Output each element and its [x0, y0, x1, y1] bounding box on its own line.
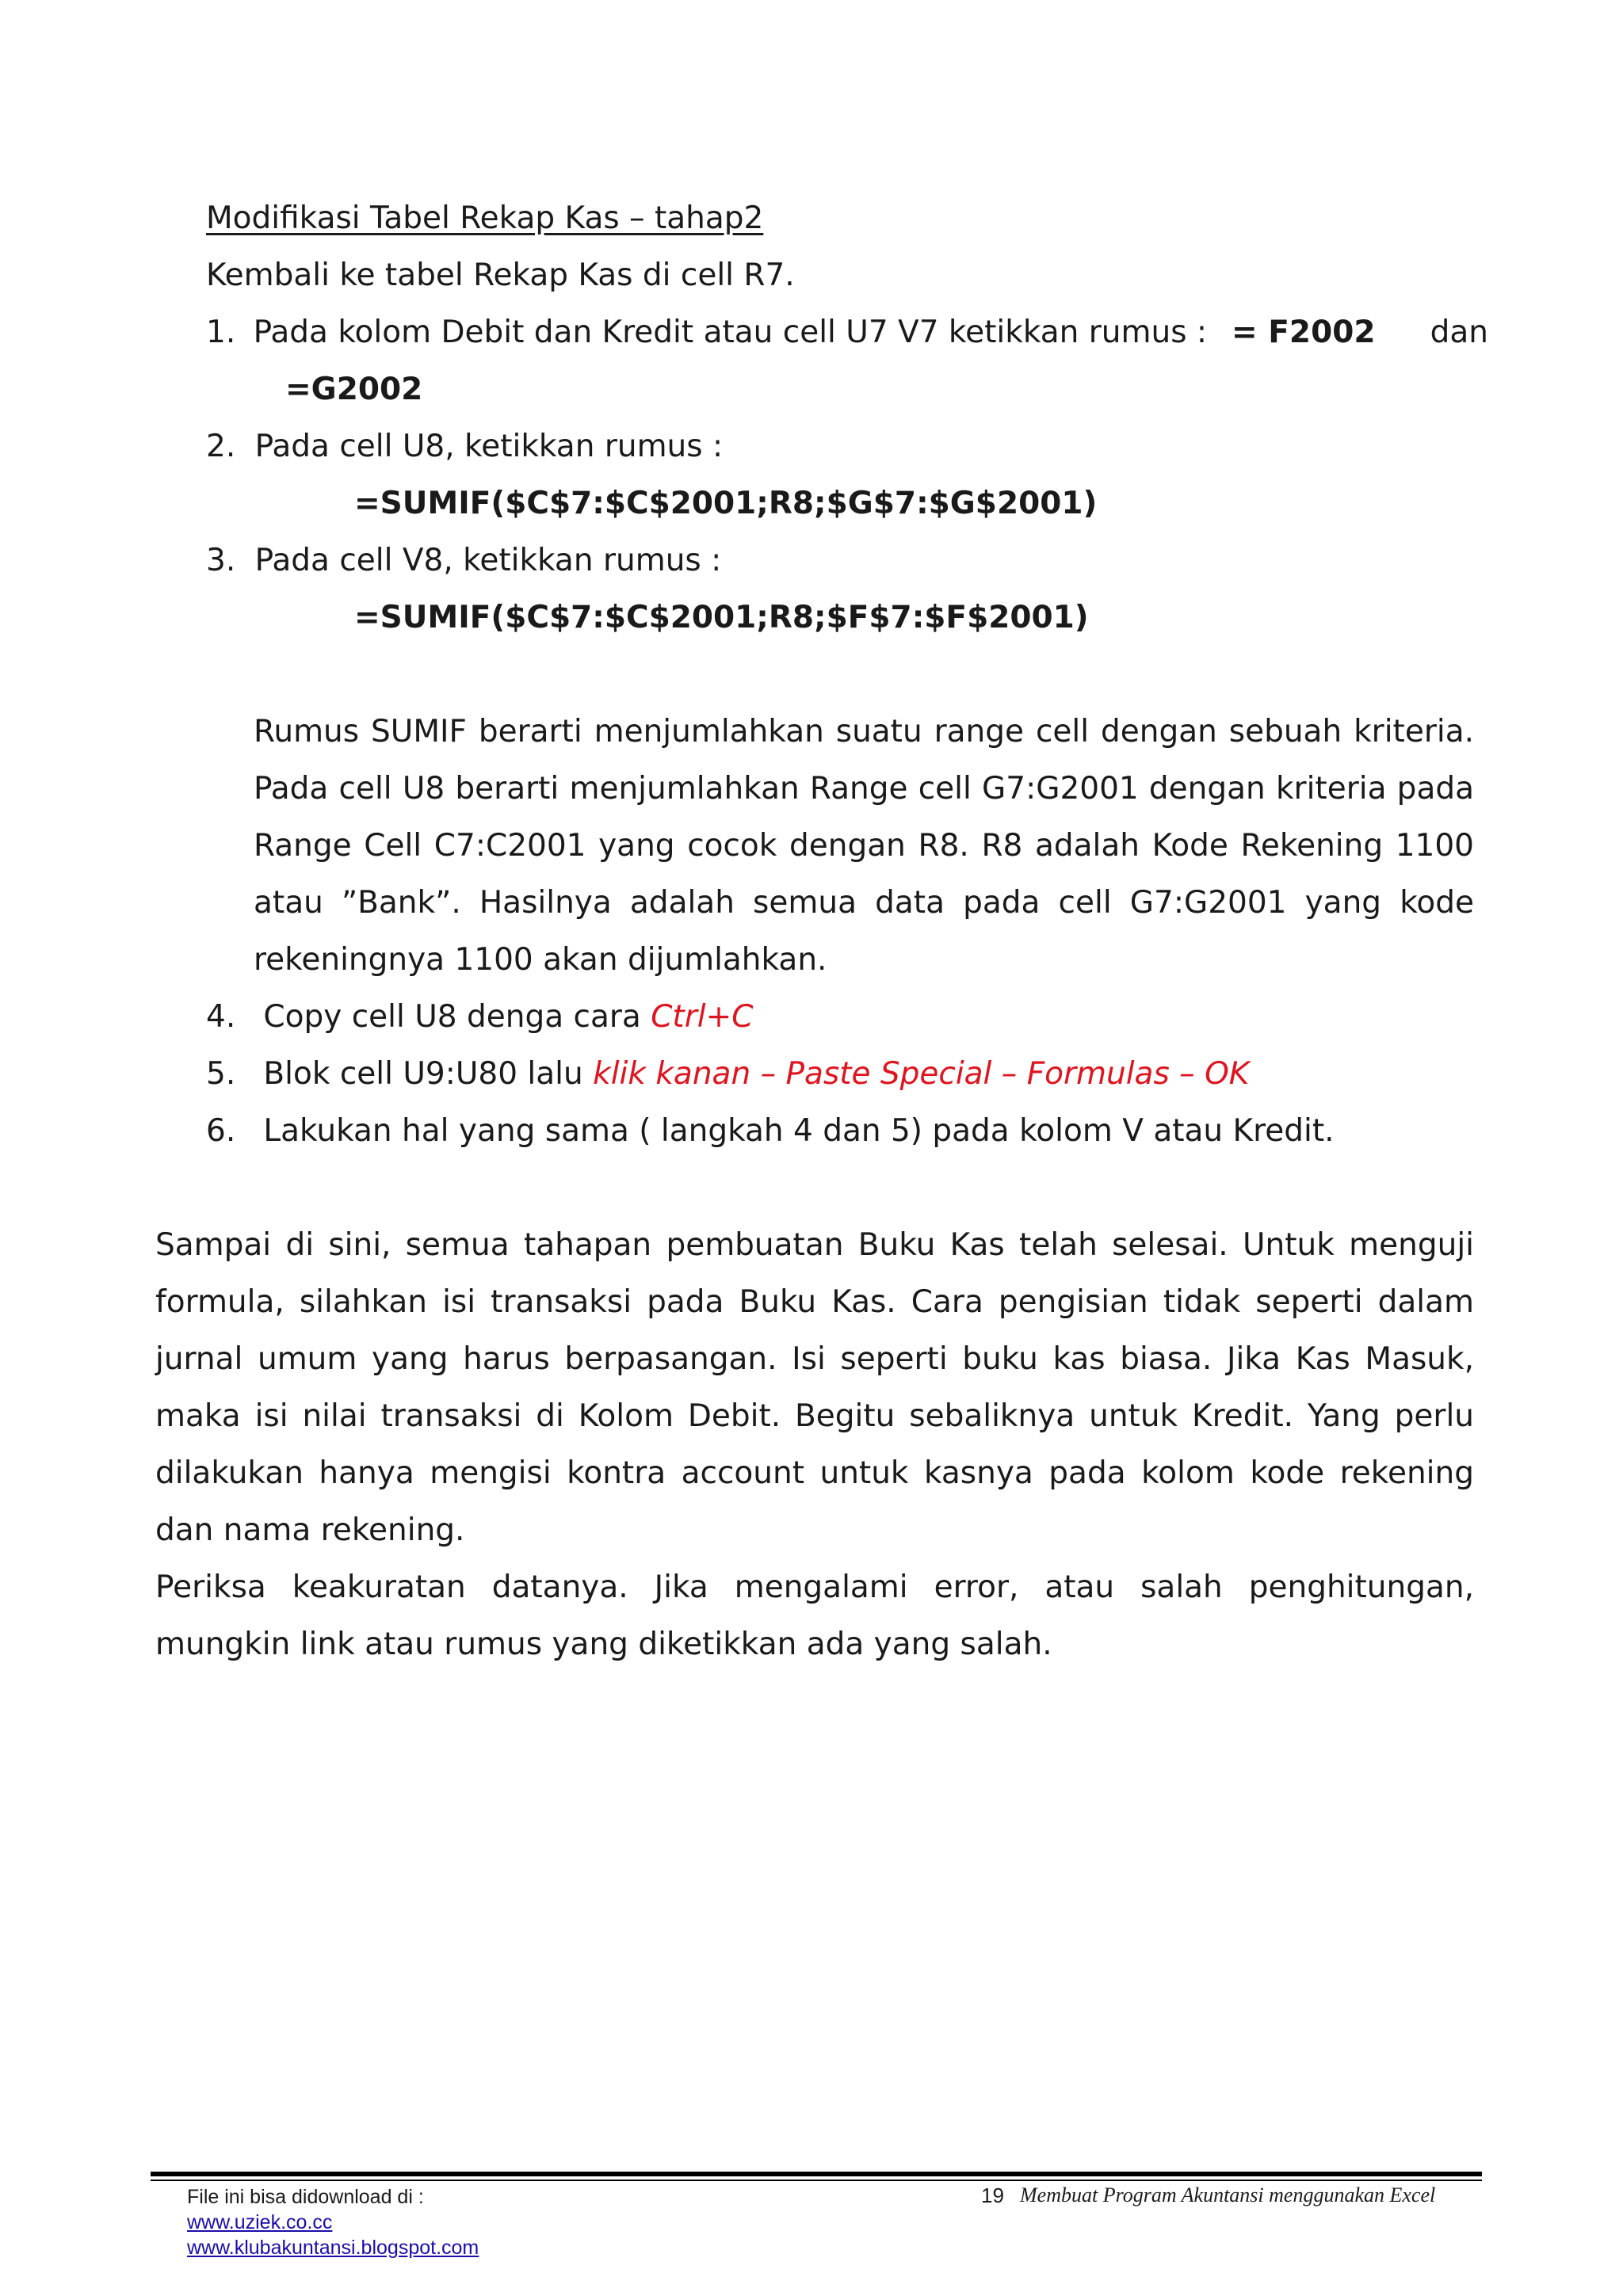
step-2-number: 2. — [206, 429, 236, 464]
step-5-text: Blok cell U9:U80 lalu — [263, 1056, 594, 1092]
step-1 — [206, 304, 1488, 361]
step-1-text: Pada kolom Debit dan Kredit atau cell U7 V7 ketikkan rumus : — [253, 315, 1208, 350]
body-paragraph-2: Periksa keakuratan datanya. Jika mengalami error, atau salah penghitungan, mungkin link atau rumus yang diketikkan ada yang salah. — [155, 1569, 1474, 1662]
step-5-instruction: klik kanan – Paste Special – Formulas – OK — [593, 1056, 1250, 1092]
footer-link-uziek[interactable]: www.uziek.co.cc — [187, 2211, 333, 2233]
step-3-text: Pada cell V8, ketikkan rumus : — [254, 543, 722, 578]
footer-link-klubakuntansi[interactable]: www.klubakuntansi.blogspot.com — [187, 2237, 479, 2259]
footer-rule — [151, 2172, 1482, 2176]
page-number: 19 — [981, 2183, 1004, 2207]
step-2-text: Pada cell U8, ketikkan rumus : — [254, 429, 724, 464]
footer-rule-thin — [151, 2180, 1482, 2181]
footer-download-label: File ini bisa didownload di : — [187, 2186, 424, 2208]
intro-line: Kembali ke tabel Rekap Kas di cell R7. — [206, 257, 795, 293]
step-4-number: 4. — [206, 999, 236, 1035]
step-5-number: 5. — [206, 1056, 236, 1092]
step-1-formula-a: = F2002 — [1232, 315, 1376, 350]
step-1-conj: dan — [1430, 315, 1488, 350]
step-3 — [206, 532, 721, 589]
body-paragraph-1: Sampai di sini, semua tahapan pembuatan Buku Kas telah selesai. Untuk menguji formula, silahkan isi transaksi pada Buku Kas. Cara pengisian tidak seperti dalam jurnal umum yang harus berpasangan. Isi seperti buku kas biasa. Jika Kas Masuk, maka isi nilai transaksi di Kolom Debit. Begitu sebaliknya untuk Kredit. Yang perlu dilakukan hanya mengisi kontra account untuk kasnya pada kolom kode rekening dan nama rekening. — [155, 1227, 1474, 1548]
step-6-text: Lakukan hal yang sama ( langkah 4 dan 5) pada kolom V atau Kredit. — [263, 1113, 1335, 1149]
step-2-formula: =SUMIF($C$7:$C$2001;R8;$G$7:$G$2001) — [354, 486, 1098, 521]
step-4-text: Copy cell U8 denga cara — [263, 999, 651, 1035]
step-6-number: 6. — [206, 1113, 236, 1149]
section-heading: Modifikasi Tabel Rekap Kas – tahap2 — [206, 200, 764, 236]
step-4-shortcut: Ctrl+C — [651, 999, 754, 1035]
step-2 — [206, 418, 723, 475]
step-4 — [206, 989, 754, 1046]
step-3-formula: =SUMIF($C$7:$C$2001;R8;$F$7:$F$2001) — [354, 600, 1089, 635]
sumif-explanation: Rumus SUMIF berarti menjumlahkan suatu range cell dengan sebuah kriteria. Pada cell U8 berarti menjumlahkan Range cell G7:G2001 dengan kriteria pada Range Cell C7:C2001 yang cocok dengan R8. R8 adalah Kode Rekening 1100 atau ”Bank”. Hasilnya adalah semua data pada cell G7:G2001 yang kode rekeningnya 1100 akan dijumlahkan. — [254, 714, 1474, 978]
step-6 — [206, 1103, 1335, 1160]
step-3-number: 3. — [206, 543, 236, 578]
step-5 — [206, 1046, 1249, 1103]
step-1-number: 1. — [206, 315, 236, 350]
book-title: Membuat Program Akuntansi menggunakan Excel — [1020, 2183, 1436, 2206]
step-1-formula-b: =G2002 — [285, 372, 423, 407]
